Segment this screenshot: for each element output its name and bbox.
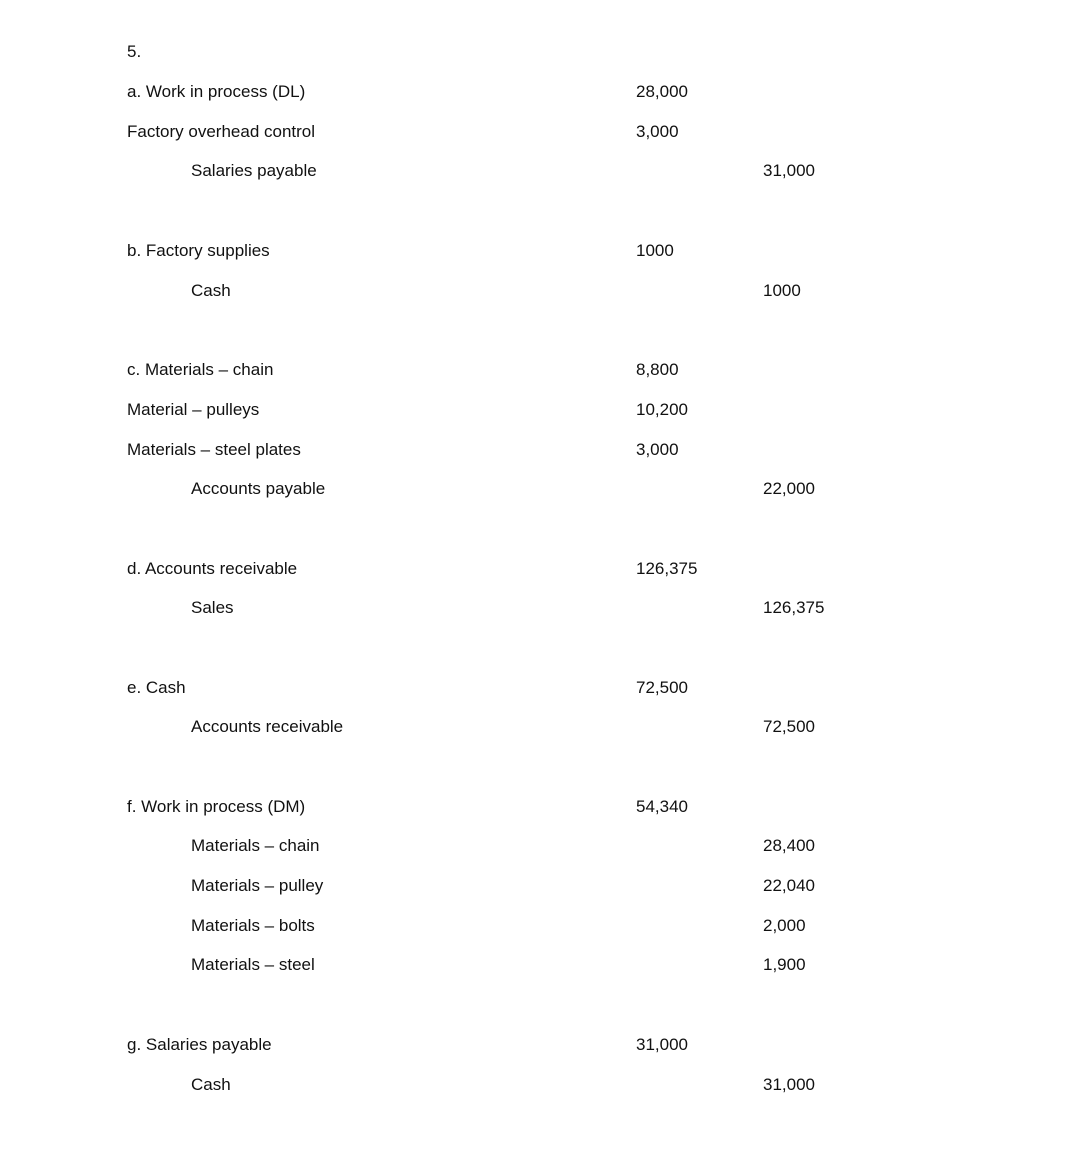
account-name: a. Work in process (DL) (127, 82, 306, 101)
journal-line (0, 281, 1080, 305)
account-name: Materials – bolts (191, 916, 315, 935)
journal-line (0, 836, 1080, 860)
problem-number: 5. (127, 42, 142, 61)
credit-amount: 22,040 (763, 876, 815, 895)
journal-line (0, 440, 1080, 464)
debit-amount: 3,000 (636, 440, 679, 459)
account-name: Cash (191, 1075, 231, 1094)
credit-amount: 72,500 (763, 717, 815, 736)
journal-line (0, 122, 1080, 146)
account-name: Factory overhead control (127, 122, 316, 141)
journal-line (0, 559, 1080, 583)
account-name: b. Factory supplies (127, 241, 270, 260)
account-name: Accounts payable (191, 479, 326, 498)
account-name: Materials – steel (191, 955, 315, 974)
credit-amount: 28,400 (763, 836, 815, 855)
debit-amount: 1000 (636, 241, 674, 260)
account-name: f. Work in process (DM) (127, 797, 306, 816)
account-name: Materials – steel plates (127, 440, 301, 459)
credit-amount: 2,000 (763, 916, 806, 935)
journal-line (0, 1075, 1080, 1099)
credit-amount: 22,000 (763, 479, 815, 498)
credit-amount: 1000 (763, 281, 801, 300)
journal-line (0, 916, 1080, 940)
journal-line (0, 161, 1080, 185)
account-name: Sales (191, 598, 234, 617)
journal-line (0, 479, 1080, 503)
account-name: Materials – pulley (191, 876, 324, 895)
journal-line (0, 360, 1080, 384)
credit-amount: 1,900 (763, 955, 806, 974)
account-name: Accounts receivable (191, 717, 344, 736)
journal-line (0, 717, 1080, 741)
journal-line (0, 955, 1080, 979)
journal-line (0, 241, 1080, 265)
account-name: c. Materials – chain (127, 360, 274, 379)
account-name: Materials – chain (191, 836, 320, 855)
debit-amount: 8,800 (636, 360, 679, 379)
account-name: Material – pulleys (127, 400, 260, 419)
journal-line (0, 598, 1080, 622)
journal-line (0, 82, 1080, 106)
account-name: Cash (191, 281, 231, 300)
account-name: g. Salaries payable (127, 1035, 272, 1054)
credit-amount: 31,000 (763, 1075, 815, 1094)
credit-amount: 126,375 (763, 598, 825, 617)
account-name: e. Cash (127, 678, 186, 697)
debit-amount: 31,000 (636, 1035, 688, 1054)
account-name: d. Accounts receivable (127, 559, 298, 578)
journal-line (0, 876, 1080, 900)
debit-amount: 72,500 (636, 678, 688, 697)
journal-line (0, 678, 1080, 702)
journal-line (0, 797, 1080, 821)
debit-amount: 10,200 (636, 400, 688, 419)
debit-amount: 126,375 (636, 559, 698, 578)
debit-amount: 28,000 (636, 82, 688, 101)
account-name: Salaries payable (191, 161, 317, 180)
journal-line (0, 400, 1080, 424)
debit-amount: 54,340 (636, 797, 688, 816)
credit-amount: 31,000 (763, 161, 815, 180)
debit-amount: 3,000 (636, 122, 679, 141)
journal-line (0, 1035, 1080, 1059)
